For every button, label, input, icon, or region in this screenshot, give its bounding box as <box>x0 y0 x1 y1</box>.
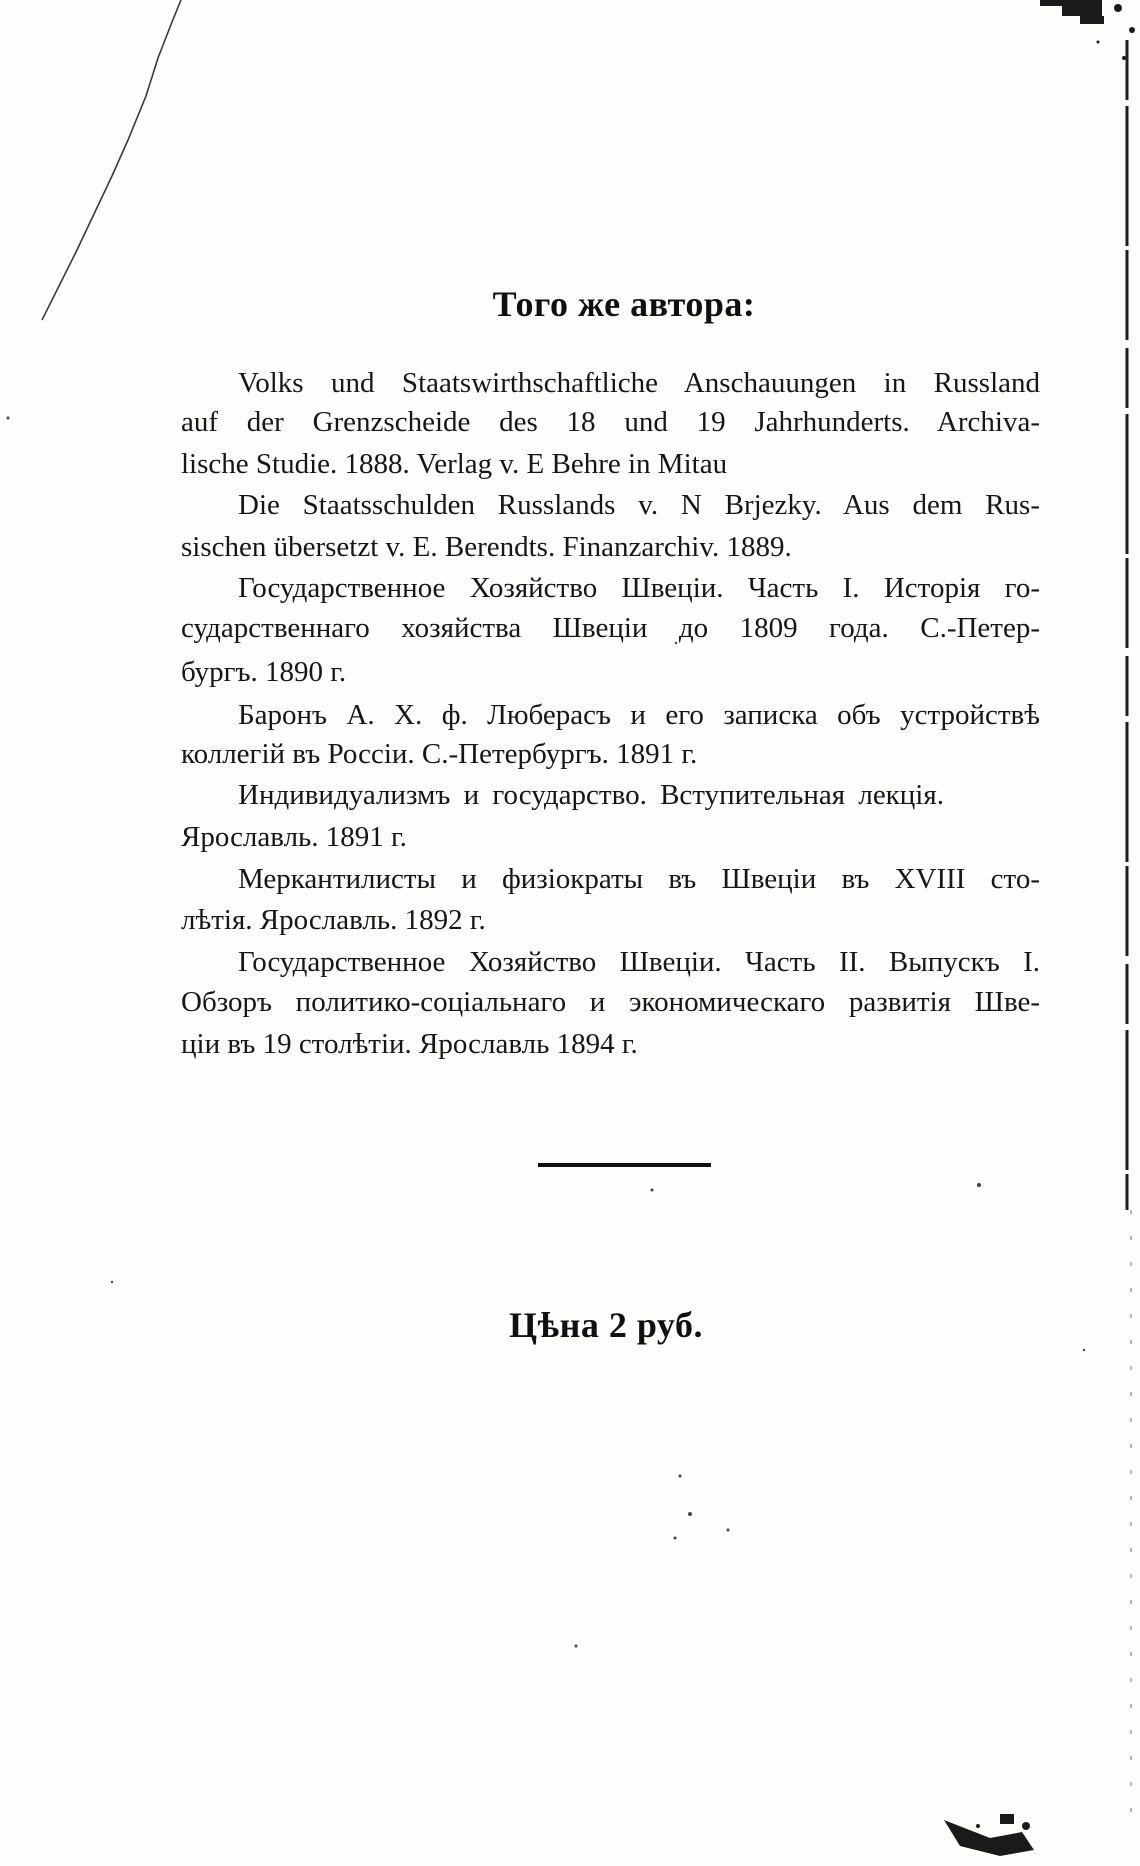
bibliography-line: Ярославль. 1891 г. <box>181 821 407 853</box>
bibliography-line: Баронъ А. Х. ф. Люберасъ и его записка объ устройствѣ <box>238 699 1040 731</box>
heading-same-author: Того же автора: <box>492 284 756 324</box>
bibliography-line: сударственнаго хозяйства Швеціи до 1809 года. С.-Петер- <box>181 612 1040 644</box>
scan-blotch-bottom-right <box>944 1814 1034 1856</box>
bibliography-line: Die Staatsschulden Russlands v. N Brjezky. Aus dem Rus- <box>238 489 1040 521</box>
bibliography-line: sischen übersetzt v. E. Berendts. Finanzarchiv. 1889. <box>181 531 792 563</box>
horizontal-rule <box>538 1163 711 1167</box>
bibliography-line: ціи въ 19 столѣтіи. Ярославль 1894 г. <box>181 1028 638 1060</box>
bibliography-line: lische Studie. 1888. Verlag v. E Behre in Mitau <box>181 448 728 480</box>
price-label: Цѣна 2 руб. <box>509 1305 703 1345</box>
bibliography-line: бургъ. 1890 г. <box>181 656 347 688</box>
bibliography-line: Индивидуализмъ и государство. Вступительная лекція. <box>238 779 944 811</box>
bibliography-line: лѣтія. Ярославль. 1892 г. <box>181 904 486 936</box>
bibliography-line: Volks und Staatswirthschaftliche Anschauungen in Russland <box>238 367 1040 399</box>
bibliography-line: коллегій въ Россіи. С.-Петербургъ. 1891 г. <box>181 738 698 770</box>
bibliography-line: Обзоръ политико-соціальнаго и экономическаго развитія Шве- <box>181 986 1040 1018</box>
bibliography-line: Государственное Хозяйство Швеціи. Часть I. Исторія го- <box>238 572 1040 604</box>
bibliography-line: Меркантилисты и физіократы въ Швеціи въ XVIII сто- <box>238 863 1040 895</box>
bibliography-line: Государственное Хозяйство Швеціи. Часть II. Выпускъ I. <box>238 946 1040 978</box>
scan-stroke-left <box>42 0 181 320</box>
bibliography-line: auf der Grenzscheide des 18 und 19 Jahrhunderts. Archiva- <box>181 406 1040 438</box>
scan-blotch-top-right <box>1040 0 1135 60</box>
